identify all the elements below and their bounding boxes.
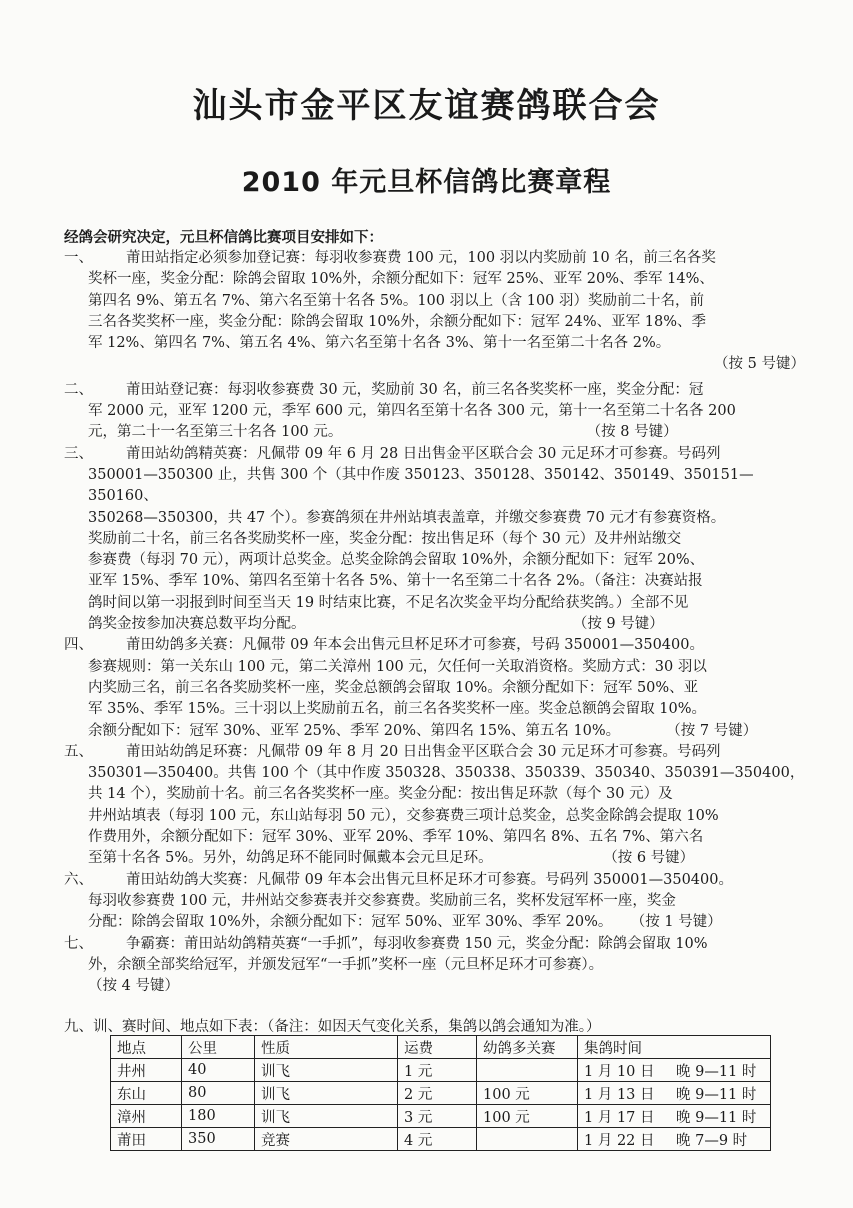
table-cell: 莆田 xyxy=(111,1128,182,1151)
organization-title: 汕头市金平区友谊赛鸽联合会 xyxy=(192,86,661,126)
section-line: 共 14 个），奖励前十名。前三名各奖奖杯一座。奖金分配：按出售足环款（每个 30 元）及 xyxy=(88,786,673,803)
header-cell: 运费 xyxy=(398,1036,477,1059)
table-cell: 180 xyxy=(182,1105,255,1128)
table-cell: 训飞 xyxy=(255,1105,398,1128)
section-line: 350268—350300，共 47 个）。参赛鸽须在井州站填表盖章，并缴交参赛费 70 元才有参赛资格。 xyxy=(88,509,726,526)
time-text: 晚 9—11 时 xyxy=(676,1063,757,1080)
section-7 xyxy=(64,934,809,998)
sections-container xyxy=(64,248,809,997)
section-line: 莆田幼鸽多关赛：凡佩带 09 年本会出售元旦杯足环才可参赛，号码 350001—350400。 xyxy=(126,637,704,654)
section-line: 莆田站指定必须参加登记赛：每羽收参赛费 100 元，100 羽以内奖励前 10 名，前三名各奖 xyxy=(126,250,716,266)
table-cell: 350 xyxy=(182,1128,255,1151)
section-line: 每羽收参赛费 100 元，井州站交参赛表并交参赛费。奖励前三名，奖杯发冠军杯一座，奖金 xyxy=(88,892,676,909)
section-4 xyxy=(64,635,809,741)
section-1 xyxy=(64,248,809,376)
header-cell: 地点 xyxy=(111,1036,182,1059)
table-cell xyxy=(578,1082,771,1105)
section-number: 三、 xyxy=(64,445,93,462)
section-line: 莆田站幼鸽大奖赛：凡佩带 09 年本会出售元旦杯足环才可参赛。号码列 350001—350400。 xyxy=(126,871,733,888)
section-line: 奖杯一座，奖金分配：除鸽会留取 10%外，余额分配如下：冠军 25%、亚军 20%、季军 14%、 xyxy=(88,271,714,288)
table-cell: 训飞 xyxy=(255,1082,398,1105)
section-line: 军 2000 元，亚军 1200 元，季军 600 元，第四名至第十名各 300 元，第十一名至第二十名各 200 xyxy=(88,403,736,420)
document-title: 2010 年元旦杯信鸽比赛章程 xyxy=(241,167,612,198)
header-cell: 性质 xyxy=(255,1036,398,1059)
section-line: 参赛规则：第一关东山 100 元，第二关漳州 100 元，欠任何一关取消资格。奖励方式：30 羽以 xyxy=(88,658,707,675)
header-cell: 集鸽时间 xyxy=(578,1036,771,1059)
section-line: 350001—350300 止，共售 300 个（其中作废 350123、350128、350142、350149、350151—350160、 xyxy=(88,466,754,505)
table-cell: 东山 xyxy=(111,1082,182,1105)
table-row xyxy=(111,1082,771,1105)
table-cell: 80 xyxy=(182,1082,255,1105)
section-number: 一、 xyxy=(64,250,93,266)
table-cell: 100 元 xyxy=(477,1105,578,1128)
header-cell: 幼鸽多关赛 xyxy=(477,1036,578,1059)
section-line: 井州站填表（每羽 100 元，东山站每羽 50 元），交参赛费三项计总奖金，总奖金除鸽会提取 10% xyxy=(88,807,719,824)
date-text: 1 月 17 日 xyxy=(584,1109,655,1126)
table-cell: 井州 xyxy=(111,1059,182,1082)
section-line: 至第十名各 5%。另外，幼鸽足环不能同时佩戴本会元旦足环。 （按 6 号键） xyxy=(88,850,695,867)
table-cell: 漳州 xyxy=(111,1105,182,1128)
section-line: 莆田站幼鸽精英赛：凡佩带 09 年 6 月 28 日出售金平区联合会 30 元足环才可参赛。号码列 xyxy=(126,445,721,462)
section-line: 元，第二十一名至第三十名各 100 元。 （按 8 号键） xyxy=(88,424,678,441)
section-line: 军 35%、季军 15%。三十羽以上奖励前五名，前三名各奖奖杯一座。奖金总额鸽会留取 10%。 xyxy=(88,701,707,718)
table-header-row xyxy=(111,1036,771,1059)
table-cell: 竞赛 xyxy=(255,1128,398,1151)
table-cell: 100 元 xyxy=(477,1082,578,1105)
section-line: 分配：除鸽会留取 10%外，余额分配如下：冠军 50%、亚军 30%、季军 20%。 （按 1 号键） xyxy=(88,914,722,931)
section-number: 二、 xyxy=(64,381,93,398)
section-line: 作费用外，余额分配如下：冠军 30%、亚军 20%、季军 10%、第四名 8%、五名 7%、第六名 xyxy=(88,829,704,846)
table-cell: 3 元 xyxy=(398,1105,477,1128)
time-text: 晚 9—11 时 xyxy=(676,1109,757,1126)
section-2 xyxy=(64,380,809,444)
section-5 xyxy=(64,742,809,870)
table-cell: 训飞 xyxy=(255,1059,398,1082)
schedule-caption: 九、训、赛时间、地点如下表：（备注：如因天气变化关系，集鸽以鸽会通知为准。） xyxy=(64,1019,601,1035)
intro-text: 经鸽会研究决定，元旦杯信鸽比赛项目安排如下： xyxy=(64,229,383,246)
table-row xyxy=(111,1128,771,1151)
section-number: 五、 xyxy=(64,743,93,760)
section-line: 鸽奖金按参加决赛总数平均分配。 （按 9 号键） xyxy=(88,616,664,633)
table-cell xyxy=(578,1059,771,1082)
table-cell: 4 元 xyxy=(398,1128,477,1151)
section-line: 鸽时间以第一羽报到时间至当天 19 时结束比赛，不足名次奖金平均分配给获奖鸽。）全部不见 xyxy=(88,594,689,611)
table-cell: 40 xyxy=(182,1059,255,1082)
table-cell: 2 元 xyxy=(398,1082,477,1105)
section-number: 四、 xyxy=(64,637,93,654)
table-cell xyxy=(477,1059,578,1082)
time-text: 晚 9—11 时 xyxy=(676,1086,757,1103)
table-row xyxy=(111,1059,771,1082)
section-line: 内奖励三名，前三名各奖励奖杯一座，奖金总额鸽会留取 10%。余额分配如下：冠军 50%、亚 xyxy=(88,679,699,696)
section-line: 莆田站登记赛：每羽收参赛费 30 元，奖励前 30 名，前三名各奖奖杯一座，奖金分配：冠 xyxy=(126,381,704,398)
date-text: 1 月 13 日 xyxy=(584,1086,655,1103)
section-number: 七、 xyxy=(64,935,93,952)
section-line: 莆田站幼鸽足环赛：凡佩带 09 年 8 月 20 日出售金平区联合会 30 元足环才可参赛。号码列 xyxy=(126,743,721,760)
date-text: 1 月 22 日 xyxy=(584,1132,655,1149)
time-text: 晚 7—9 时 xyxy=(676,1132,748,1149)
table-cell xyxy=(578,1105,771,1128)
section-line: 余额分配如下：冠军 30%、亚军 25%、季军 20%、第四名 15%、第五名 10%。 （按 7 号键） xyxy=(88,722,758,739)
section-number: 六、 xyxy=(64,871,93,888)
header-cell: 公里 xyxy=(182,1036,255,1059)
section-6 xyxy=(64,870,809,934)
section-line: 三名各奖奖杯一座，奖金分配：除鸽会留取 10%外，余额分配如下：冠军 24%、亚军 18%、季 xyxy=(88,313,707,330)
section-line: 奖励前二十名，前三名各奖励奖杯一座，奖金分配：按出售足环（每个 30 元）及井州站缴交 xyxy=(88,530,682,547)
section-line: 第四名 9%、第五名 7%、第六名至第十名各 5%。100 羽以上（含 100 羽）奖励前二十名，前 xyxy=(88,292,705,309)
section-line: 亚军 15%、季军 10%、第四名至第十名各 5%、第十一名至第二十名各 2%。（备注：决赛站报 xyxy=(88,573,703,590)
section-line: 争霸赛：莆田站幼鸽精英赛“一手抓”，每羽收参赛费 150 元，奖金分配：除鸽会留取 10% xyxy=(126,935,708,952)
section-3 xyxy=(64,444,809,636)
table-cell xyxy=(477,1128,578,1151)
table-row xyxy=(111,1105,771,1128)
section-line: 军 12%、第四名 7%、第五名 4%、第六名至第十名各 3%、第十一名至第二十名各 2%。 xyxy=(88,335,671,352)
section-line: （按 4 号键） xyxy=(88,978,179,995)
section-line: 参赛费（每羽 70 元），两项计总奖金。总奖金除鸽会留取 10%外，余额分配如下：冠军 20%、 xyxy=(88,552,705,569)
key-note: （按 5 号键） xyxy=(714,356,805,373)
section-line: 外，余额全部奖给冠军，并颁发冠军“一手抓”奖杯一座（元旦杯足环才可参赛）。 xyxy=(88,956,604,973)
date-text: 1 月 10 日 xyxy=(584,1063,655,1080)
schedule-table xyxy=(110,1035,771,1151)
table-cell: 1 元 xyxy=(398,1059,477,1082)
section-line: 350301—350400。共售 100 个（其中作废 350328、350338、350339、350340、350391—350400， xyxy=(88,765,805,782)
table-cell xyxy=(578,1128,771,1151)
